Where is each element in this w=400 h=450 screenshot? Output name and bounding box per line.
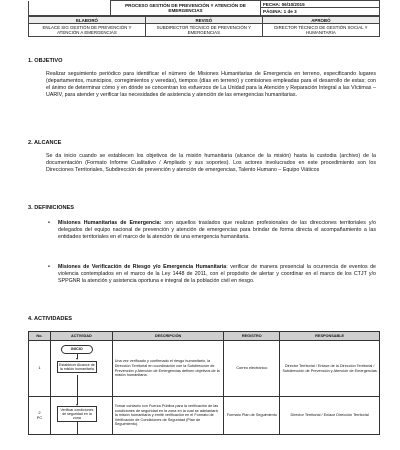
elaboro-label: ELABORÓ — [29, 16, 146, 23]
activity-flow-cell — [50, 341, 112, 397]
reviso-value: SUBDIRECTOR TÉCNICO DE PREVENCIÓN Y EMERGENCIAS — [145, 24, 262, 36]
activity-number: 2 PC — [29, 397, 51, 435]
arrow-down-icon — [76, 358, 78, 360]
objetivo-text: Realizar seguimiento periódico para identificar el número de Misiones Humanitarias de Emergencia en terreno, especificando lugares (departamentos, municipios, corregimientos y veredas), tiempos (días en terreno) y comisiones empleadas para el desarrollo de estas; con el ánimo de determinar cómo y en dónde se concentran los esfuerzos de La Unidad para la Atención y Reparación Integral a las Víctimas – UARIV, para atender y verificar las necesidades de asistencia y atención de las emergencias humanitarias. — [46, 71, 376, 99]
flow-diagram — [51, 397, 112, 434]
column-header: REGISTRO — [224, 332, 280, 341]
flow-diagram — [51, 341, 112, 396]
column-header: No. — [29, 332, 51, 341]
page-field: PÁGINA: 1 de 3 — [261, 8, 380, 15]
definition-item — [46, 264, 376, 285]
definition-term: Misiones de Verificación de Riesgo y/o Emergencia Humanitaria — [58, 264, 227, 270]
definition-term: Misiones Humanitarias de Emergencia: — [58, 220, 162, 226]
section-title-definiciones: 3. DEFINICIONES — [28, 205, 75, 211]
table-header-row — [29, 332, 380, 341]
activity-registro: Correo electrónico — [224, 341, 280, 397]
process-title: PROCESO GESTIÓN DE PREVENCIÓN Y ATENCIÓN DE EMERGENCIAS — [111, 1, 261, 16]
activity-number: 1 — [29, 341, 51, 397]
section-title-alcance: 2. ALCANCE — [28, 140, 62, 146]
aprobo-value: DIRECTOR TÉCNICO DE GESTIÓN SOCIAL Y HUMANITARIA — [262, 24, 379, 36]
alcance-text: Se da inicio cuando se establecen los objetivos de la misión humanitaria (alcance de la misión) hasta la custodia (archivo) de la documentación (Formato Informe Cualitativo / Ampliado y sus soportes). Los actores involucrados en este procedimiento son los Direcciones Territoriales, Subdirección de prevención y atención de emergencias, Talento Humano – Equipo Viáticos — [46, 153, 376, 174]
activity-responsable: Director Territorial / Enlace Dirección Territorial — [280, 397, 380, 435]
reviso-label: REVISÓ — [145, 16, 262, 23]
activity-description: Una vez verificado y confirmado el riesgo humanitario, la Dirección Territorial en coordinación con la Subdirección de Prevención y Atención de Emergencias definen objetivos de la misión humanitaria. — [112, 341, 224, 397]
column-header: RESPONSABLE — [280, 332, 380, 341]
activities-table — [28, 331, 380, 435]
flow-activity-box: Establecer Alcance de la misión humanitaria — [57, 361, 97, 373]
aprobo-label: APROBÓ — [262, 16, 379, 23]
section-title-actividades: 4. ACTIVIDADES — [28, 316, 72, 322]
document-header — [28, 0, 380, 37]
column-header: ACTIVIDAD — [50, 332, 112, 341]
activity-registro: Formato Plan de Seguimiento — [224, 397, 280, 435]
definition-item — [46, 220, 376, 241]
column-header: DESCRIPCIÓN — [112, 332, 224, 341]
definition-text: : verificar de manera presencial la ocurrencia de eventos de violencia contemplados en el marco de la Ley 1448 de 2011, con el propósito de alertar y coordinar en el marco de los CTJT y/o SPPGNR la atención y asistencia oportuna e integral de la población civil en riesgo. — [58, 264, 376, 285]
flow-activity-box: Verificar condiciones de seguridad en la zona — [57, 406, 97, 422]
definition-text: son aquellos traslados que realizan profesionales de las direcciones territoriales y/o delegados del equipo nacional de prevención y atención de emergencias para brindar de forma directa el acompañamiento a las entidades territoriales en el marco de la atención de una emergencia humanitaria. — [58, 220, 376, 241]
section-title-objetivo: 1. OBJETIVO — [28, 58, 63, 64]
bullet-icon: • — [48, 264, 50, 270]
logo-area — [29, 1, 111, 16]
elaboro-value: ENLACE SIG GESTIÓN DE PREVENCIÓN Y ATENCIÓN A EMERGENCIAS — [29, 24, 146, 36]
activity-flow-cell — [50, 397, 112, 435]
flow-connector — [77, 375, 78, 397]
flow-start-node: INICIO — [61, 345, 93, 354]
bullet-icon: • — [48, 220, 50, 226]
date-field: FECHA: 06/10/2015 — [261, 1, 380, 8]
table-row — [29, 397, 380, 435]
flow-connector — [77, 422, 78, 435]
activity-description: Tomar contacto con Fuerza Pública para la verificación de las condiciones de seguridad en la zona en la cual se adelantará la misión humanitaria y emitir verificación en el Formato de Verificación de Condiciones de Seguridad (Plan de Seguimiento). — [112, 397, 224, 435]
activity-responsable: Director Territorial / Enlace de la Dirección Territorial / Subdirección de Prevención y Atención de Emergencias — [280, 341, 380, 397]
table-row — [29, 341, 380, 397]
